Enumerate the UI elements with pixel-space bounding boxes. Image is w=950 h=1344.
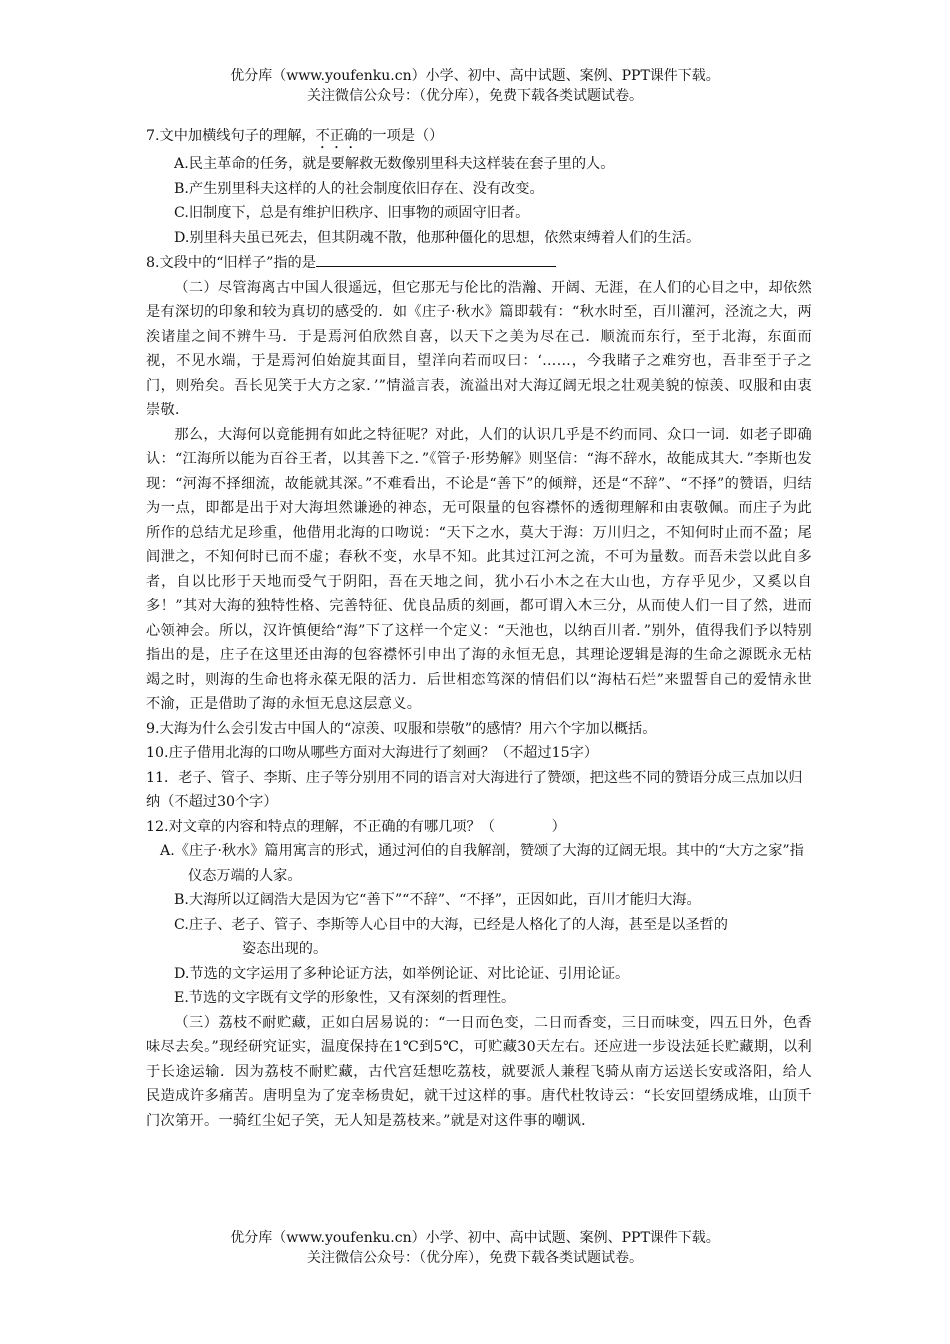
passage-3-paragraph-1: （三）荔枝不耐贮藏，正如白居易说的：“一日而色变，二日而香变，三日而味变，四五日外，色香味尽去矣。”现经研究证实，温度保持在1℃到5℃，可贮藏30天左右。还应进一步设法延长贮藏期，以利于长途运输．因为荔枝不耐贮藏，古代宫廷想吃荔枝，就要派人兼程飞骑从南方运送长安或洛阳，给人民造成许多痛苦。唐明皇为了宠幸杨贵妃，就干过这样的事。唐代杜牧诗云：“长安回望绣成堆，山顶千门次第开。一骑红尘妃子笑，无人知是荔枝来。”就是对这件事的嘲讽．	[146, 1014, 812, 1129]
passage-2-paragraph-1: （二）尽管海离古中国人很遥远，但它那无与伦比的浩瀚、开阔、无涯，在人们的心目之中，却依然是有深切的印象和较为真切的感受的．如《庄子·秋水》篇即载有：“秋水时至，百川灌河，泾流之大，两涘诸崖之间不辨牛马．于是焉河伯欣然自喜，以天下之美为尽在己．顺流而东行，至于北海，东面而视，不见水端，于是焉河伯始旋其面目，望洋向若而叹曰：‘……，今我睹子之难穷也，吾非至于子之门，则殆矣。吾长见笑于大方之家．’”情溢言表，流溢出对大海辽阔无垠之壮观美貌的惊羡、叹服和由衷崇敬．	[146, 279, 812, 418]
question-8-text: 8.文段中的“旧样子”指的是	[146, 255, 316, 271]
question-12: 12.对文章的内容和特点的理解，不正确的有哪几项？（ ）	[146, 818, 566, 835]
document-body	[146, 124, 812, 1133]
question-7-prefix: 7.文中加横线句子的理解，	[146, 128, 316, 144]
question-12-option-e: E.节选的文字既有文学的形象性，又有深刻的哲理性。	[174, 990, 516, 1006]
question-10: 10.庄子借用北海的口吻从哪些方面对大海进行了刻画？（不超过15字）	[146, 745, 599, 761]
question-7-option-a: A.民主革命的任务，就是要解救无数像别里科夫这样装在套子里的人。	[174, 156, 615, 172]
question-12-option-a: A.《庄子·秋水》篇用寓言的形式，通过河伯的自我解剖，赞颂了大海的辽阔无垠。其中的“大方之家”指仪态万端的人家。	[160, 843, 804, 884]
question-12-option-c-continued: 姿态出现的。	[242, 941, 328, 957]
answer-blank[interactable]	[316, 250, 556, 267]
question-7	[146, 124, 812, 152]
question-7-option-d: D.别里科夫虽已死去，但其阴魂不散，他那种僵化的思想，依然束缚着人们的生活。	[174, 229, 701, 246]
question-7-suffix: 的一项是（）	[358, 128, 444, 144]
question-12-option-d: D.节选的文字运用了多种论证方法，如举例论证、对比论证、引用论证。	[174, 965, 630, 982]
page-footer	[0, 1228, 950, 1268]
question-8	[146, 250, 812, 276]
header-line-1: 优分库（www.youfenku.cn）小学、初中、高中试题、案例、PPT课件下载。	[230, 68, 720, 84]
header-line-2: 关注微信公众号：（优分库），免费下载各类试题试卷。	[307, 88, 643, 104]
question-11: 11．老子、管子、李斯、庄子等分别用不同的语言对大海进行了赞颂，把这些不同的赞语分成三点加以归纳（不超过30个字）	[146, 769, 803, 810]
page-header	[0, 66, 950, 106]
question-12-option-c: C.庄子、老子、管子、李斯等人心目中的大海，已经是人格化了的人海，甚至是以圣哲的	[174, 916, 728, 933]
question-7-option-b: B.产生别里科夫这样的人的社会制度依旧存在、没有改变。	[174, 180, 544, 197]
passage-2-paragraph-2: 那么，大海何以竟能拥有如此之特征呢？对此，人们的认识几乎是不约而同、众口一词．如老子即确认：“江海所以能为百谷王者，以其善下之．”《管子·形势解》则坚信：“海不辞水，故能成其大．”李斯也发现：“河海不择细流，故能就其深。”不难看出，不论是“善下”的倾辩，还是“不辞”、“不择”的赞语，归结为一点，即都是出于对大海坦然谦逊的神态，无可限量的包容襟怀的透彻理解和由衷敬佩。而庄子为此所作的总结尤足珍重，他借用北海的口吻说：“天下之水，莫大于海：万川归之，不知何时止而不盈；尾闾泄之，不知何时已而不虚；春秋不变，水旱不知。此其过江河之流，不可为量数。而吾未尝以此自多者，自以比形于天地而受气于阴阳，吾在天地之间，犹小石小木之在大山也，方存乎见少，又奚以自多！”其对大海的独特性格、完善特征、优良品质的刻画，都可谓入木三分，从而使人们一目了然，进而心领神会。所以，汉许慎便给“海”下了这样一个定义：“天池也，以纳百川者．”别外，值得我们予以特别指出的是，庄子在这里还由海的包容襟怀引申出了海的永恒无息，其理论逻辑是海的生命之源既永无枯竭之时，则海的生命也将永葆无限的活力．后世相恋笃深的情侣们以“海枯石烂”来盟誓自己的爱情永世不渝，正是借助了海的永恒无息这层意义。	[146, 426, 812, 712]
footer-line-2: 关注微信公众号：（优分库），免费下载各类试题试卷。	[307, 1250, 643, 1266]
question-9: 9.大海为什么会引发古中国人的“凉羡、叹服和崇敬”的感情？用六个字加以概括。	[146, 720, 657, 737]
question-7-option-c: C.旧制度下，总是有维护旧秩序、旧事物的顽固守旧者。	[174, 205, 530, 221]
footer-line-1: 优分库（www.youfenku.cn）小学、初中、高中试题、案例、PPT课件下载。	[230, 1230, 720, 1246]
question-12-option-b: B.大海所以辽阔浩大是因为它“善下”“不辞”、“不择”，正因如此，百川才能归大海。	[174, 892, 701, 908]
question-7-emphasis: 不正确	[315, 128, 359, 144]
